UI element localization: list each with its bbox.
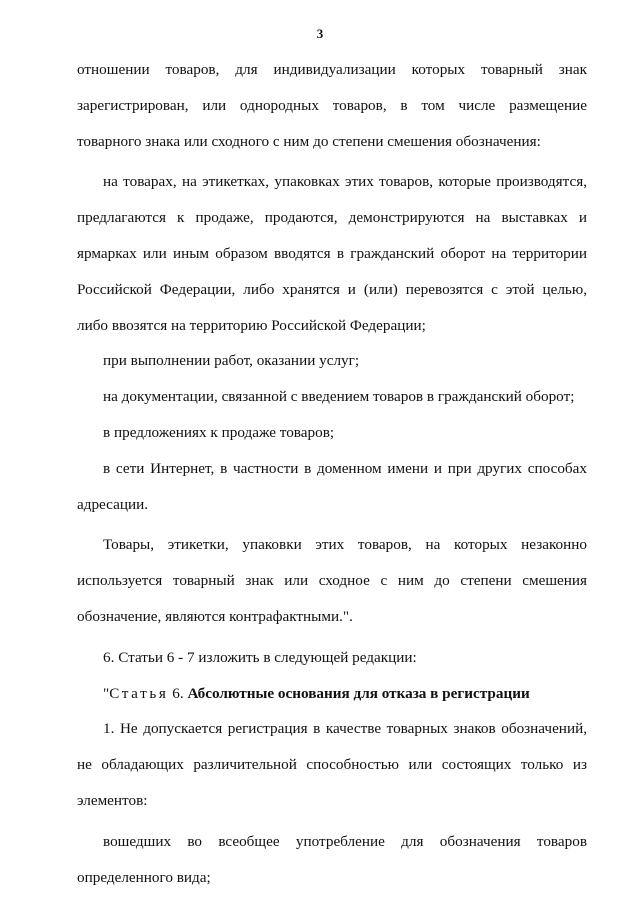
text-line: 1. Не допускается регистрация в качестве товарных знаков обозначений, [103, 720, 587, 738]
text-line: адресации. [77, 495, 149, 513]
text-line: в сети Интернет, в частности в доменном имени и при других способах [103, 459, 587, 477]
text-line: в предложениях к продаже товаров; [103, 423, 335, 441]
text-line: при выполнении работ, оказании услуг; [103, 352, 360, 370]
text-line: обозначение, являются контрафактными.". [77, 607, 353, 625]
text-line: элементов: [77, 791, 148, 809]
text-line: ярмарках или иным образом вводятся в гражданский оборот на территории [77, 244, 587, 262]
text-line: либо ввозятся на территорию Российской Федерации; [77, 316, 426, 334]
article-word: Статья [109, 684, 169, 702]
page-number: 3 [316, 26, 324, 41]
text-line: Товары, этикетки, упаковки этих товаров, на которых незаконно [103, 536, 587, 554]
text-line: вошедших во всеобщее употребление для обозначения товаров [103, 832, 587, 850]
text-line: Российской Федерации, либо хранятся и (или) перевозятся с этой целью, [77, 280, 587, 298]
text-line: на товарах, на этикетках, упаковках этих товаров, которые производятся, [103, 173, 587, 191]
text-line: товарного знака или сходного с ним до степени смешения обозначения: [77, 132, 541, 150]
document-body [77, 52, 587, 895]
text-line: зарегистрирован, или однородных товаров, в том числе размещение [77, 96, 587, 114]
text-line: используется товарный знак или сходное с ним до степени смешения [77, 572, 587, 590]
article-title: Абсолютные основания для отказа в регистрации [187, 684, 530, 702]
article-number: 6. [168, 684, 188, 702]
text-line: 6. Статьи 6 - 7 изложить в следующей редакции: [103, 648, 417, 666]
text-line: отношении товаров, для индивидуализации которых товарный знак [77, 61, 587, 78]
text-line: не обладающих различительной способностью или состоящих только из [77, 756, 587, 774]
text-line: предлагаются к продаже, продаются, демонстрируются на выставках и [77, 209, 587, 227]
article-heading-quote: " [103, 684, 110, 702]
article-heading [77, 676, 587, 712]
text-line: определенного вида; [77, 868, 211, 886]
text-line: на документации, связанной с введением товаров в гражданский оборот; [103, 388, 575, 406]
